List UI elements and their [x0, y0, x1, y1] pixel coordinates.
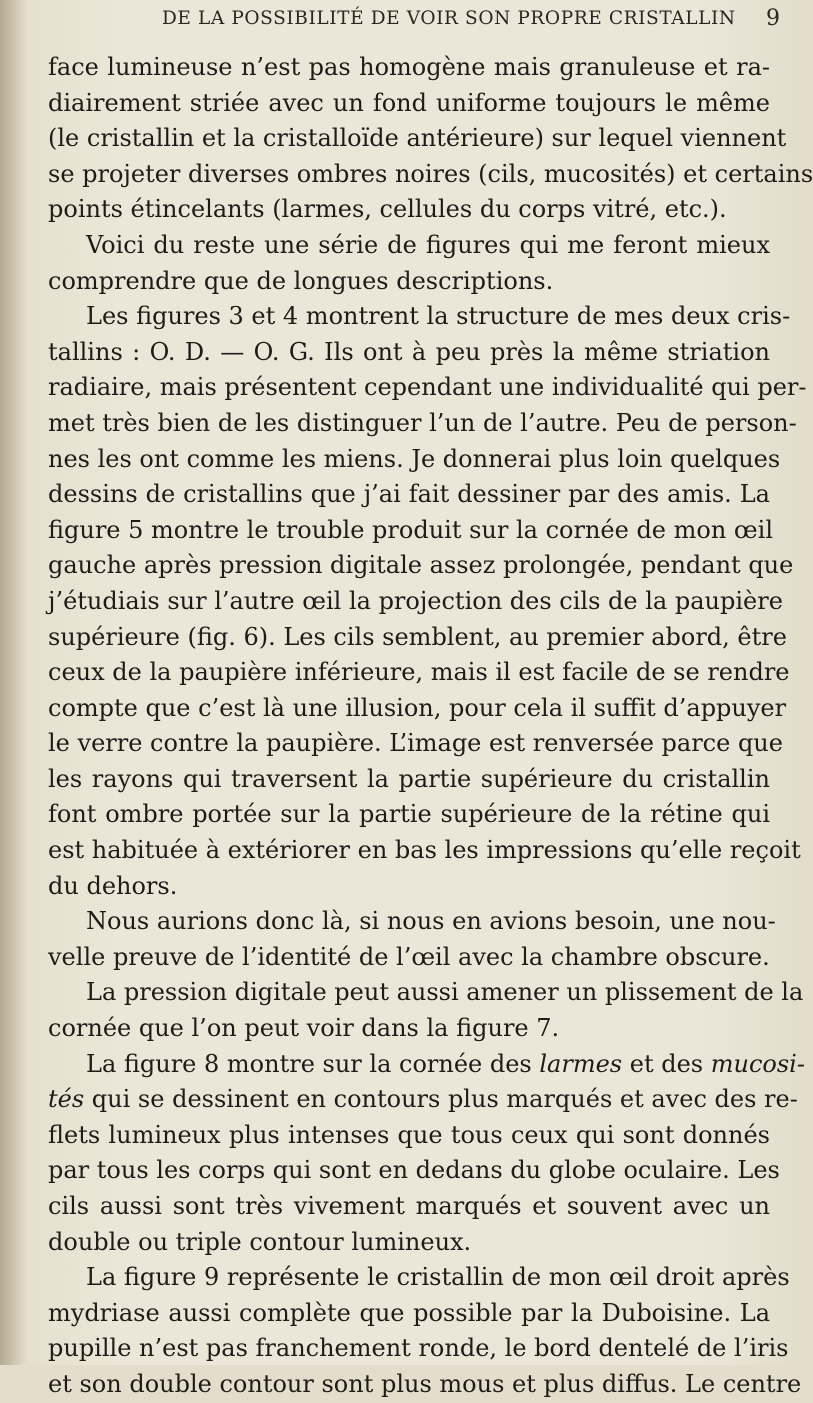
- text-line: Voici du reste une série de figures qui me feront mieux: [86, 230, 770, 259]
- text-line: ceux de la paupière inférieure, mais il est facile de se rendre: [48, 658, 790, 687]
- text-line: diairement striée avec un fond uniforme toujours le même: [48, 88, 770, 117]
- text-line: velle preuve de l’identité de l’œil avec la chambre obscure.: [48, 942, 770, 971]
- text-line: gauche après pression digitale assez prolongée, pendant que: [48, 551, 794, 580]
- text-line: le verre contre la paupière. L’image est renversée parce que: [48, 729, 783, 758]
- text-line: Nous aurions donc là, si nous en avions besoin, une nou-: [86, 907, 776, 936]
- text-line: et son double contour sont plus mous et plus diffus. Le centre: [48, 1369, 802, 1398]
- text-line: flets lumineux plus intenses que tous ceux qui sont donnés: [48, 1120, 770, 1149]
- text-line: dessins de cristallins que j’ai fait dessiner par des amis. La: [48, 480, 770, 509]
- text-line: tallins : O. D. — O. G. Ils ont à peu près la même striation: [48, 337, 770, 366]
- text-line: met très bien de les distinguer l’un de l’autre. Peu de person-: [48, 408, 797, 437]
- text-line: font ombre portée sur la partie supérieure de la rétine qui: [48, 800, 770, 829]
- text-line: radiaire, mais présentent cependant une individualité qui per-: [48, 373, 807, 402]
- text-line: cornée que l’on peut voir dans la figure 7.: [48, 1014, 560, 1043]
- text-line: La pression digitale peut aussi amener un plissement de la: [86, 978, 804, 1007]
- body-text: [48, 50, 813, 1403]
- text-segment: et des: [622, 1049, 711, 1078]
- text-segment: La figure 8 montre sur la cornée des: [86, 1049, 540, 1078]
- running-head: DE LA POSSIBILITÉ DE VOIR SON PROPRE CRISTALLIN: [162, 8, 736, 29]
- text-line: pupille n’est pas franchement ronde, le bord dentelé de l’iris: [48, 1334, 789, 1363]
- text-line: double ou triple contour lumineux.: [48, 1227, 472, 1256]
- page-number: 9: [766, 6, 780, 31]
- text-segment: qui se dessinent en contours plus marqués et avec des re-: [84, 1085, 798, 1114]
- text-line: j’étudiais sur l’autre œil la projection des cils de la paupière: [48, 586, 783, 615]
- text-line: les rayons qui traversent la partie supérieure du cristallin: [48, 764, 770, 793]
- text-line: supérieure (fig. 6). Les cils semblent, au premier abord, être: [48, 622, 787, 651]
- text-line: La figure 9 représente le cristallin de mon œil droit après: [86, 1263, 790, 1292]
- text-line: [48, 1047, 805, 1083]
- text-line: du dehors.: [48, 871, 178, 900]
- text-line: par tous les corps qui sont en dedans du globe oculaire. Les: [48, 1156, 780, 1185]
- text-line: points étincelants (larmes, cellules du corps vitré, etc.).: [48, 195, 727, 224]
- text-line: mydriase aussi complète que possible par la Duboisine. La: [48, 1298, 770, 1327]
- page-header: [0, 6, 800, 40]
- page-gutter-shadow: [0, 0, 26, 1365]
- text-line: compte que c’est là une illusion, pour cela il suffit d’appuyer: [48, 693, 787, 722]
- text-line: cils aussi sont très vivement marqués et souvent avec un: [48, 1192, 770, 1220]
- text-line: figure 5 montre le trouble produit sur la cornée de mon œil: [48, 515, 774, 544]
- text-line: Les figures 3 et 4 montrent la structure de mes deux cris-: [86, 302, 791, 331]
- italic-text: mucosi-: [710, 1049, 805, 1078]
- text-line: face lumineuse n’est pas homogène mais granuleuse et ra-: [48, 53, 770, 81]
- text-line: se projeter diverses ombres noires (cils, mucosités) et certains: [48, 159, 813, 188]
- text-line: est habituée à extériorer en bas les impressions qu’elle reçoit: [48, 836, 801, 865]
- italic-text: larmes: [539, 1049, 623, 1078]
- italic-text: tés: [48, 1085, 85, 1114]
- text-line: (le cristallin et la cristalloïde antérieure) sur lequel viennent: [48, 124, 787, 153]
- text-line: nes les ont comme les miens. Je donnerai plus loin quelques: [48, 444, 781, 473]
- text-line: [48, 1082, 798, 1118]
- text-line: comprendre que de longues descriptions.: [48, 266, 554, 295]
